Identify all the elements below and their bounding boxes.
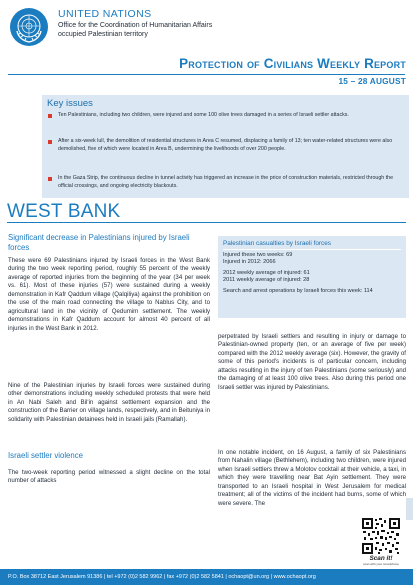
paragraph-injuries: These were 69 Palestinians injured by Israeli forces in the West Bank during the two week reporting period, roughly 55 percent of the weekly average of reported injuries from the beginning of the year (34 per week vs. 61). Most of these injuries (57) were sustained during a weekly demonstration in Kafr Qaddum village (Qalqiliya) against the prohibition on the use of the main road connecting the village to Nablus City, and to agricultural land in the vicinity of Qedumim settlement. The weekly demonstrations in Kafr Qaddum account for almost 40 percent of all injuries in the West Bank in 2012.: [8, 257, 210, 332]
title-divider: [8, 74, 405, 75]
un-emblem-icon: [9, 7, 49, 47]
org-sub-line-2: occupied Palestinian territory: [58, 31, 148, 38]
paragraph-demonstrations: Nine of the Palestinian injuries by Israeli forces were sustained during other demonstrations including weekly scheduled protests that were held in An Nabi Saleh and Bil'in against settlement expansion and the construction of the Barrier on village lands, respectively, and in Beituniya in solidarity with Palestinian detainees held in Israeli jails (Ramallah).: [8, 382, 210, 423]
stats-injured-2012: Injured in 2012: 2066: [223, 259, 276, 265]
key-issues-box: [42, 95, 409, 198]
subhead-settler-violence: Israeli settler violence: [8, 451, 83, 460]
stats-title: Palestinian casualties by Israeli forces: [223, 240, 331, 247]
key-issues-heading: Key issues: [47, 98, 93, 109]
key-issue-item: [48, 138, 404, 154]
key-issue-item: [48, 175, 404, 191]
section-divider: [7, 222, 406, 223]
stats-avg-2011: 2011 weekly average of injured: 28: [223, 277, 310, 283]
section-title-west-bank: WEST BANK: [7, 201, 121, 222]
paragraph-settler-attacks: perpetrated by Israeli settlers and resulting in injury or damage to Palestinian-owned property (ten, or an average of five per week) compared with the 2012 weekly average (six). However, the gravity of some of this period's incidents is of particular concern, including attacks resulting in the injury of ten Palestinians (some seriously) and the damaging of at least 100 olive trees. Also during this period one Israeli settler was injured by Palestinians.: [218, 333, 406, 391]
org-name: UNITED NATIONS: [58, 8, 152, 20]
stats-divider: [223, 249, 401, 250]
qr-scan-label: Scan it!: [369, 555, 393, 562]
stats-injured-two-weeks: Injured these two weeks: 69: [223, 252, 293, 258]
casualties-stats-box: [218, 236, 406, 318]
org-subtitle: [58, 21, 258, 39]
paragraph-settler-intro: The two-week reporting period witnessed a slight decline on the total number of attacks: [8, 469, 210, 485]
report-header: [0, 0, 413, 96]
stats-avg-2012: 2012 weekly average of injured: 61: [223, 270, 310, 276]
bullet-icon: [48, 114, 52, 118]
stats-search-operations: Search and arrest operations by Israeli forces this week: 114: [223, 288, 373, 294]
key-issue-item: [48, 112, 404, 120]
report-title-text: Protection of Civilians Weekly Report: [179, 56, 406, 71]
report-date: 15 – 28 AUGUST: [338, 76, 406, 86]
report-title: [50, 56, 406, 71]
qr-code-icon: [361, 517, 401, 555]
page-side-tab: [406, 498, 413, 520]
key-issue-text: Ten Palestinians, including two children, were injured and some 100 olive trees damaged in a series of Israeli settler attacks.: [58, 112, 349, 118]
key-issue-text: After a six-week lull, the demolition of residential structures in Area C resumed, displacing a family of 13; ten water-related structures were also demolished, five of which were located in Area B, undermining the livelihoods of over 200 people.: [58, 138, 393, 152]
subhead-injuries: Significant decrease in Palestinians injured by Israeli forces: [8, 233, 190, 252]
qr-scan-sublabel: scan with your smartphone: [363, 562, 399, 566]
bullet-icon: [48, 177, 52, 181]
key-issue-text: In the Gaza Strip, the continuous decline in tunnel activity has triggered an increase in the price of construction materials, restricted through the official crossings, and ongoing electricity blackouts.: [58, 175, 394, 189]
org-sub-line-1: Office for the Coordination of Humanitarian Affairs: [58, 22, 213, 29]
contact-footer: P.O. Box 38712 East Jerusalem 91386 | tel +972 (0)2 582 9962 | fax +972 (0)2 582 5841 | ochaopt@un.org | www.ochaopt.org: [0, 569, 413, 585]
qr-code-panel[interactable]: [358, 516, 404, 568]
paragraph-molotov-incident: In one notable incident, on 16 August, a family of six Palestinians from Nahalin village (Bethlehem), including two children, were injured when Israeli settlers threw a Molotov cocktail at their vehicle, a taxi, in which they were travelling near Bat Ayin settlement. They were transported to an Israeli hospital in West Jerusalem for medical treatment; all of the victims of the incident had burns, some of which were severe. The: [218, 449, 406, 507]
bullet-icon: [48, 140, 52, 144]
